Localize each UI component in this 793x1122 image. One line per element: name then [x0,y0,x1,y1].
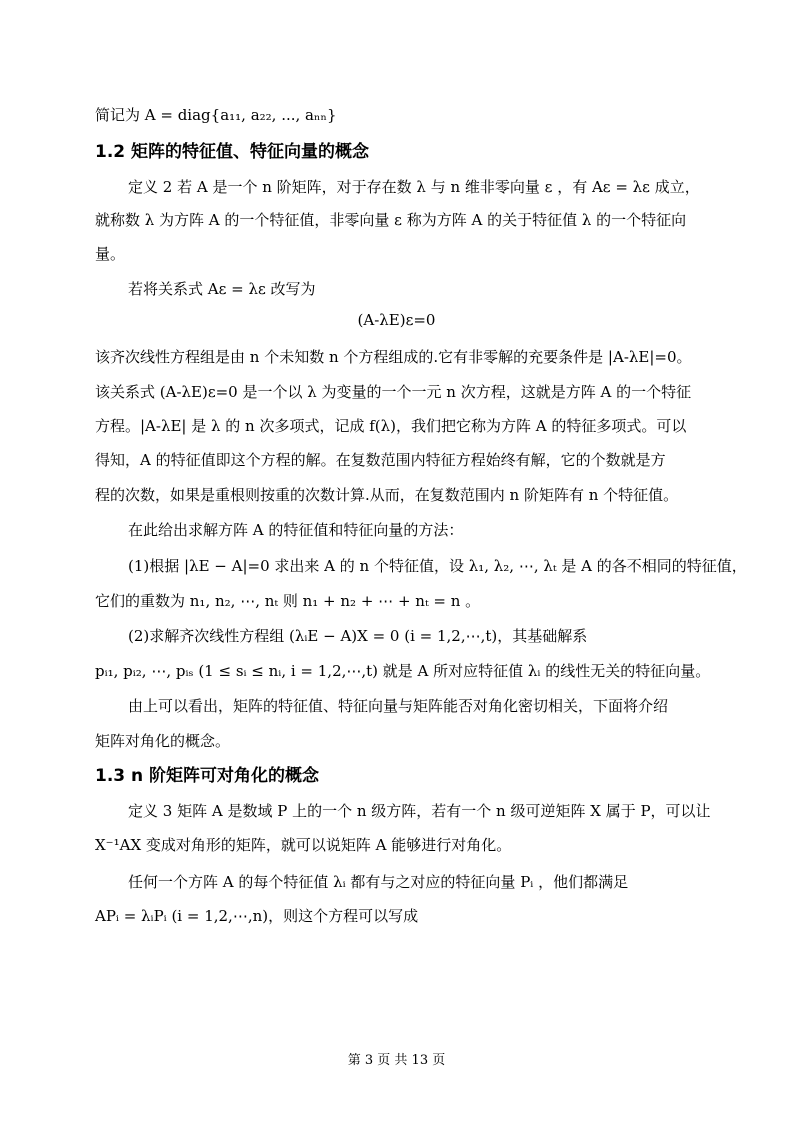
paragraph-1-line-1: 该齐次线性方程组是由 n 个未知数 n 个方程组成的.它有非零解的充要条件是 |A-λE|=0。 [95,348,692,366]
section-heading-1-3: 1.3 n 阶矩阵可对角化的概念 [95,766,320,786]
step-2-line-2: pᵢ₁, pᵢ₂, ⋯, pᵢₛ (1 ≤ sᵢ ≤ nᵢ, i = 1,2,⋯,t) 就是 A 所对应特征值 λᵢ 的线性无关的特征向量。 [95,662,711,680]
definition-2-line-2: 就称数 λ 为方阵 A 的一个特征值，非零向量 ε 称为方阵 A 的关于特征值 λ 的一个特征向 [95,211,687,229]
definition-2-line-1: 定义 2 若 A 是一个 n 阶矩阵，对于存在数 λ 与 n 维非零向量 ε ，有 Aε = λε 成立， [128,178,700,196]
step-1-line-1: (1)根据 |λE − A|=0 求出来 A 的 n 个特征值，设 λ₁, λ₂, ⋯, λₜ 是 A 的各不相同的特征值， [128,557,747,575]
step-1-line-2: 它们的重数为 n₁, n₂, ⋯, nₜ 则 n₁ + n₂ + ⋯ + nₜ = n 。 [95,592,481,610]
step-2-line-1: (2)求解齐次线性方程组 (λᵢE − A)X = 0 (i = 1,2,⋯,t)，其基础解系 [128,627,588,645]
paragraph-1-line-5: 程的次数，如果是重根则按重的次数计算.从而，在复数范围内 n 阶矩阵有 n 个特征值。 [95,486,679,504]
paragraph-2-line-2: 矩阵对角化的概念。 [95,732,231,750]
definition-3-line-2: X⁻¹AX 变成对角形的矩阵，就可以说矩阵 A 能够进行对角化。 [95,836,512,854]
paragraph-1-line-2: 该关系式 (A-λE)ε=0 是一个以 λ 为变量的一个一元 n 次方程，这就是方阵 A 的一个特征 [95,383,692,401]
rewrite-intro-line: 若将关系式 Aε = λε 改写为 [128,280,316,298]
text-line-abbrev: 简记为 A = diag{a₁₁, a₂₂, ..., aₙₙ} [95,106,337,124]
paragraph-1-line-3: 方程。|A-λE| 是 λ 的 n 次多项式，记成 f(λ)，我们把它称为方阵 A 的特征多项式。可以 [95,417,687,435]
characteristic-equation: (A-λE)ε=0 [357,311,436,329]
paragraph-3-line-1: 任何一个方阵 A 的每个特征值 λᵢ 都有与之对应的特征向量 Pᵢ ，他们都满足 [128,873,629,891]
paragraph-1-line-4: 得知，A 的特征值即这个方程的解。在复数范围内特征方程始终有解，它的个数就是方 [95,451,666,469]
page-footer: 第 3 页 共 13 页 [347,1053,446,1068]
definition-2-line-3: 量。 [95,245,126,263]
method-intro-line: 在此给出求解方阵 A 的特征值和特征向量的方法： [128,521,464,539]
paragraph-2-line-1: 由上可以看出，矩阵的特征值、特征向量与矩阵能否对角化密切相关，下面将介绍 [128,697,669,715]
section-heading-1-2: 1.2 矩阵的特征值、特征向量的概念 [95,142,370,162]
definition-3-line-1: 定义 3 矩阵 A 是数域 P 上的一个 n 级方阵，若有一个 n 级可逆矩阵 X 属于 P，可以让 [128,802,711,820]
paragraph-3-line-2: APᵢ = λᵢPᵢ (i = 1,2,⋯,n)，则这个方程可以写成 [95,907,419,925]
